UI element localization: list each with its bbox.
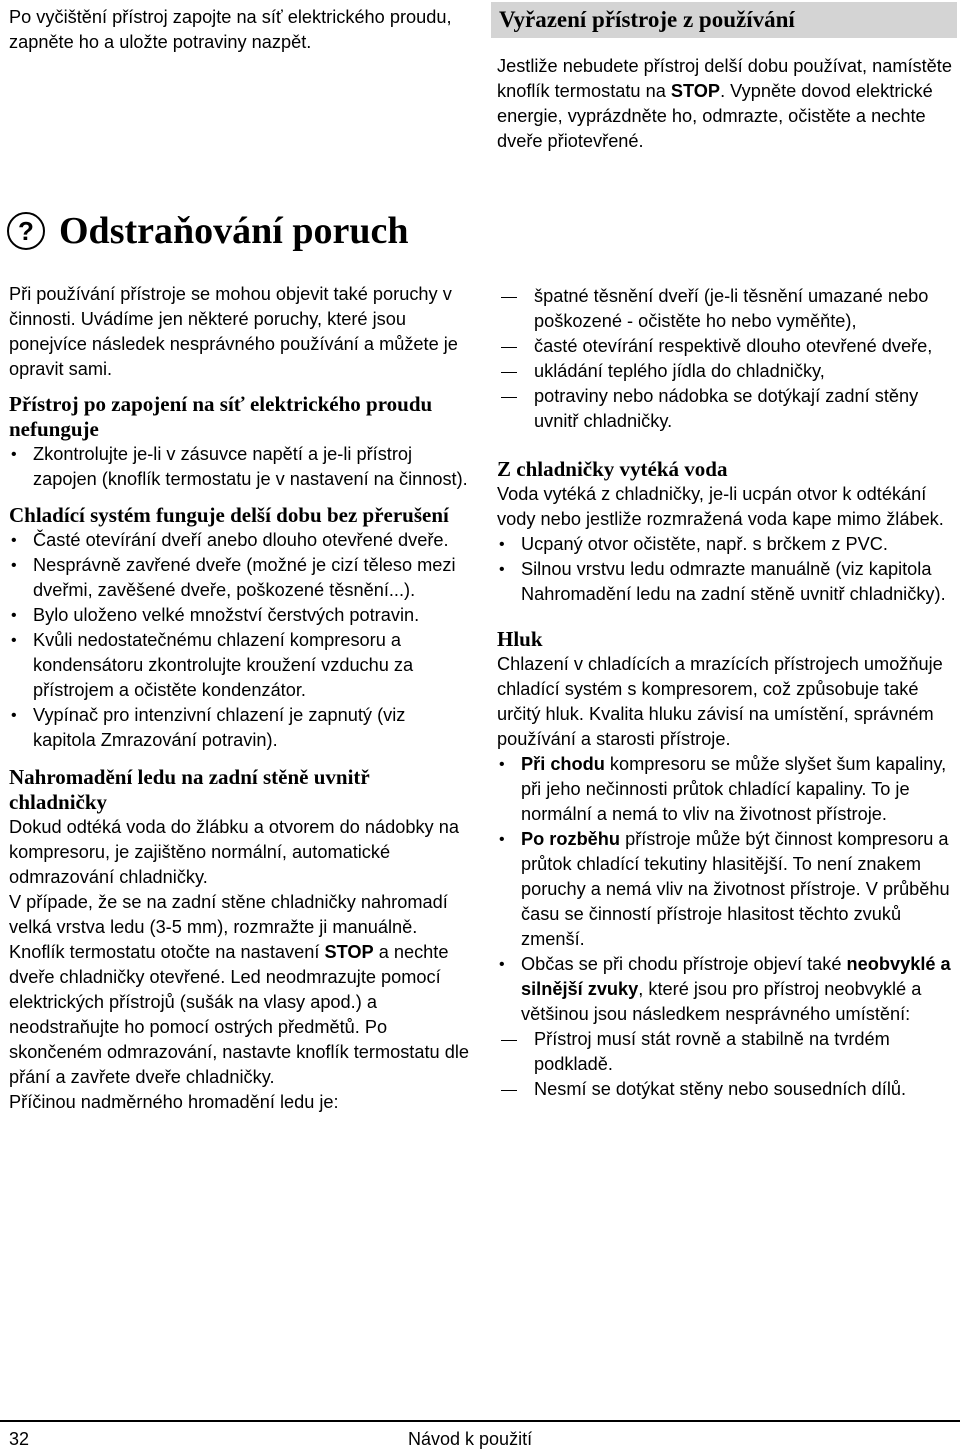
list-item: • Občas se při chodu přístroje objeví také neobvyklé a silnější zvuky, které jsou pro přístroj neobvyklé a většinou jsou následkem nesprávného umístění: Přístroj musí stát rovně a stabilně na tvrdém podkladě. Nesmí se dotýkat stěny nebo sousedních dílů. (497, 952, 957, 1102)
list-item: • Při chodu kompresoru se může slyšet šum kapaliny, při jeho nečinnosti průtok chladící kapaliny. To je normální a nemá to vliv na životnost přístroje. (497, 752, 957, 827)
top-left-block (9, 5, 474, 55)
water-leak-list (497, 532, 957, 607)
footer-title: Návod k použití (408, 1429, 533, 1449)
list-item: • Kvůli nedostatečnému chlazení kompresoru a kondensátoru zkontrolujte kroužení vzduchu za přístrojem a očistěte kondenzátor. (9, 628, 471, 703)
decommission-paragraph: Jestliže nebudete přístroj delší dobu používat, namístěte knoflík termostatu na STOP. Vypněte dovod elektrické energie, vyprázdněte ho, odmrazte, očistěte a nechte dveře přiotevřené. (497, 56, 952, 151)
list-item: • Ucpaný otvor očistěte, např. s brčkem z PVC. (497, 532, 957, 557)
ice-paragraph-3: Knoflík termostatu otočte na nastavení STOP a nechte dveře chladničky otevřené. Led neodmrazujte pomocí elektrických přístrojů (sušák na vlasy apod.) a neodstraňujte ho pomocí ostrých předmětů. Po skončeném odmrazování, nastavte knoflík termostatu dle přání a zavřete dveře chladničky. (9, 942, 469, 1087)
right-column (497, 284, 957, 1102)
decommission-block (497, 54, 955, 154)
troubleshooting-heading (7, 206, 408, 256)
ice-causes-list (497, 284, 957, 434)
section-title: Odstraňování poruch (59, 210, 409, 252)
list-no-power (9, 442, 471, 492)
ice-paragraph-2: V případe, že se na zadní stěne chladničky nahromadí velká vrstva ledu (3-5 mm), rozmražte ji manuálně. (9, 892, 448, 937)
list-item: • Bylo uloženo velké množství čerstvých potravin. (9, 603, 471, 628)
question-circle-icon: ? (7, 212, 45, 250)
list-item: ukládání teplého jídla do chladničky, (497, 359, 957, 384)
left-column (9, 282, 471, 1115)
list-item: • Vypínač pro intenzivní chlazení je zapnutý (viz kapitola Zmrazování potravin). (9, 703, 471, 753)
placement-list (497, 1027, 957, 1102)
list-item: potraviny nebo nádobka se dotýkají zadní stěny uvnitř chladničky. (497, 384, 957, 434)
footer-rule (0, 1420, 960, 1422)
list-item: • Časté otevírání dveří anebo dlouho otevřené dveře. (9, 528, 471, 553)
list-item: • Silnou vrstvu ledu odmrazte manuálně (viz kapitola Nahromadění ledu na zadní stěně uvnitř chladničky). (497, 557, 957, 607)
heading-water-leak: Z chladničky vytéká voda (497, 457, 728, 481)
intro-paragraph: Při používání přístroje se mohou objevit také poruchy v činnosti. Uvádíme jen některé poruchy, které jsou ponejvíce následek nesprávného používání a můžete je opravit sami. (9, 284, 458, 379)
noise-list (497, 752, 957, 1102)
noise-paragraph: Chlazení v chladících a mrazících přístrojech umožňuje chladící systém s kompresorem, což způsobuje také určitý hluk. Kvalita hluku závisí na umístění, správném používání a starosti přístroje. (497, 654, 943, 749)
reconnect-paragraph: Po vyčištění přístroj zapojte na síť elektrického proudu, zapněte ho a uložte potraviny nazpět. (9, 7, 452, 52)
list-item: • Zkontrolujte je-li v zásuvce napětí a je-li přístroj zapojen (knoflík termostatu je v nastavení na činnost). (9, 442, 471, 492)
page-number: 32 (9, 1429, 30, 1449)
list-item: Nesmí se dotýkat stěny nebo sousedních dílů. (497, 1077, 957, 1102)
list-item: špatné těsnění dveří (je-li těsnění umazané nebo poškozené - očistěte ho nebo vyměňte), (497, 284, 957, 334)
list-continuous-cooling (9, 528, 471, 753)
heading-ice-buildup: Nahromadění ledu na zadní stěně uvnitř chladničky (9, 765, 370, 814)
list-item: • Po rozběhu přístroje může být činnost kompresoru a průtok chladící tekutiny hlasitější. To není znakem poruchy a nemá vliv na životnost přístroje. V průběhu času se činností přístroje hlasitost těchto zvuků zmenší. (497, 827, 957, 952)
heading-continuous-cooling: Chladící systém funguje delší dobu bez přerušení (9, 503, 449, 527)
list-item: časté otevírání respektivě dlouho otevřené dveře, (497, 334, 957, 359)
water-leak-paragraph: Voda vytéká z chladničky, je-li ucpán otvor k odtékání vody nebo jestliže rozmražená voda kape mimo žlábek. (497, 484, 944, 529)
list-item: Přístroj musí stát rovně a stabilně na tvrdém podkladě. (497, 1027, 957, 1077)
ice-paragraph-4: Příčinou nadměrného hromadění ledu je: (9, 1092, 339, 1112)
heading-no-power: Přístroj po zapojení na síť elektrického proudu nefunguje (9, 392, 433, 441)
ice-paragraph-1: Dokud odtéká voda do žlábku a otvorem do nádobky na kompresoru, je zajištěno normální, automatické odmrazování chladničky. (9, 817, 459, 887)
list-item: • Nesprávně zavřené dveře (možné je cizí těleso mezi dveřmi, zavěšené dveře, poškozené těsnění...). (9, 553, 471, 603)
decommission-title: Vyřazení přístroje z používání (491, 2, 957, 38)
heading-noise: Hluk (497, 627, 543, 651)
